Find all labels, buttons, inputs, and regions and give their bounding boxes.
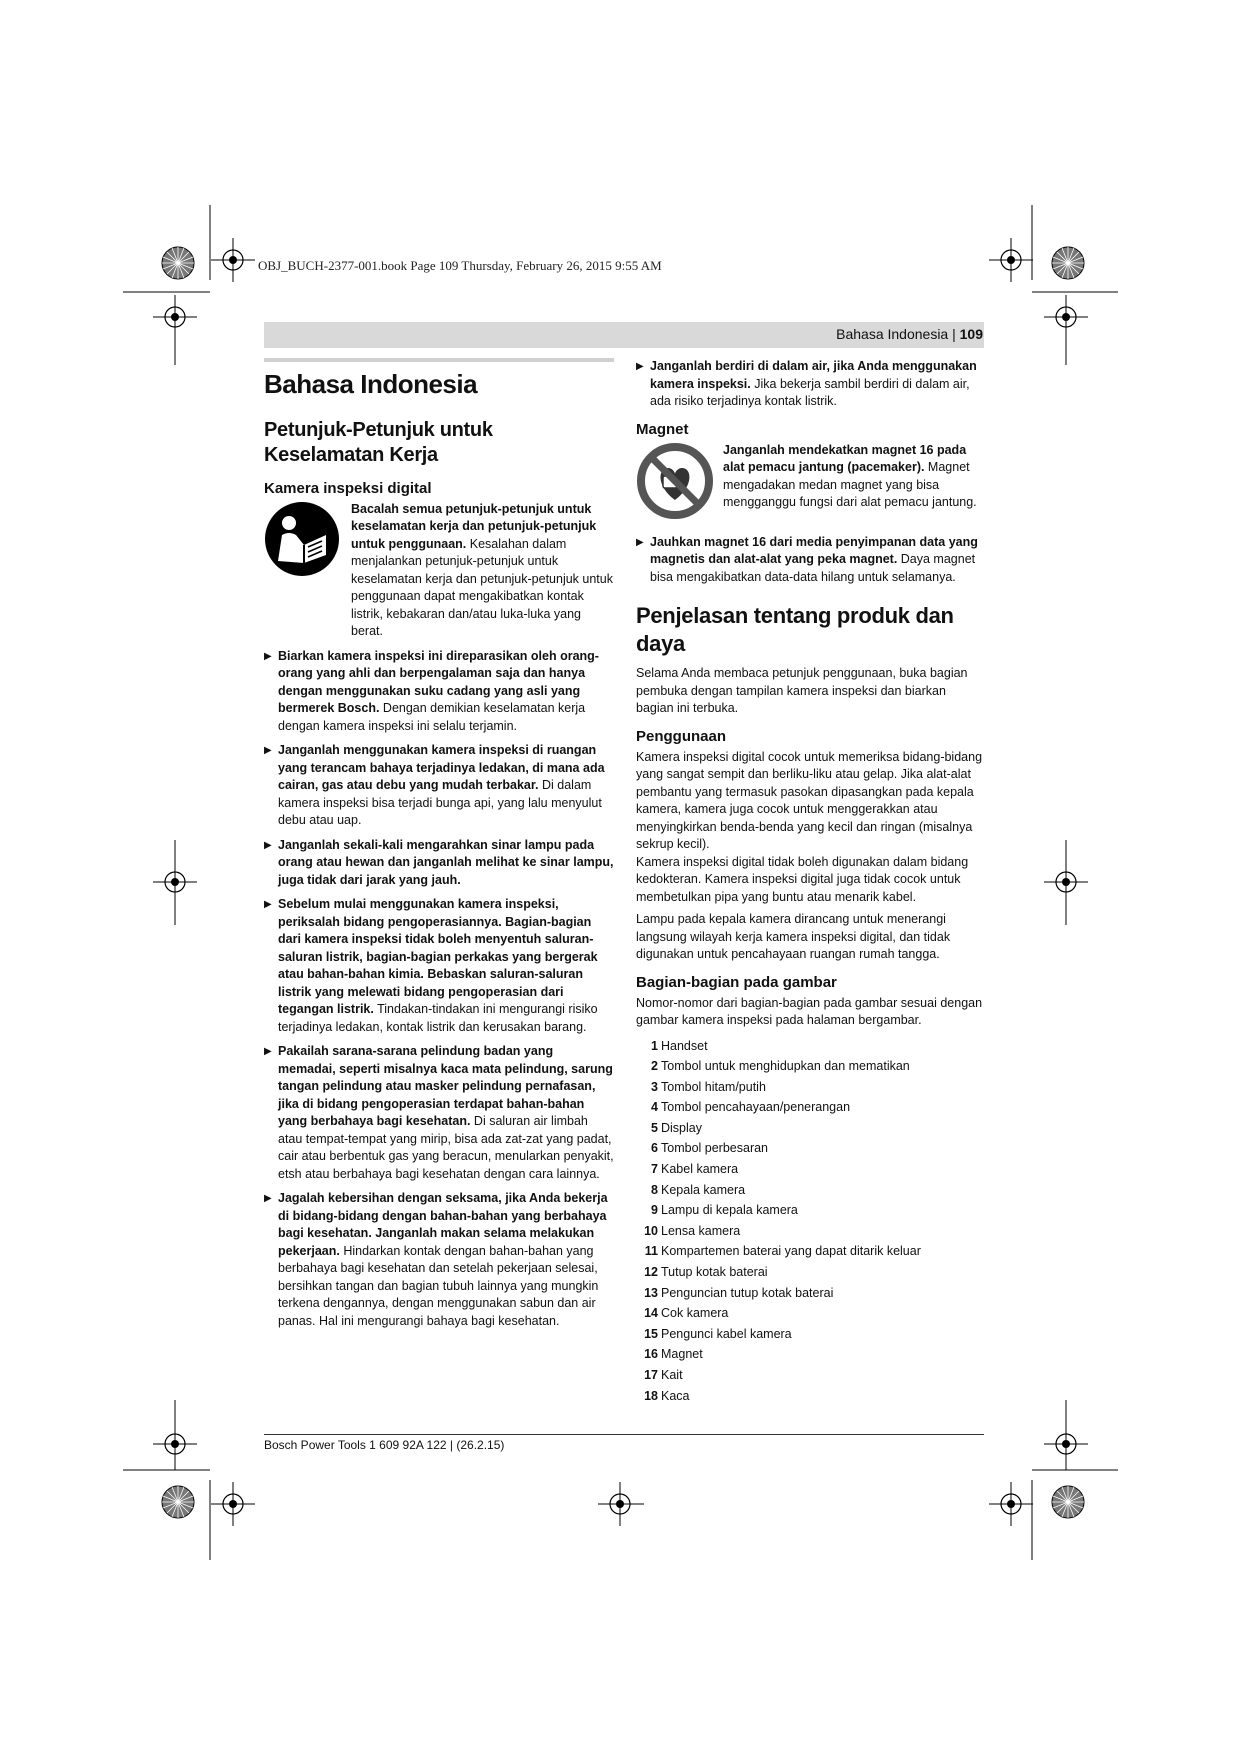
usage-heading: Penggunaan — [636, 727, 727, 745]
part-label: Tombol untuk menghidupkan dan mematikan — [661, 1059, 910, 1074]
part-number: 7 — [651, 1162, 658, 1177]
part-number: 8 — [651, 1182, 658, 1197]
bullet-bold: Jagalah kebersihan dengan seksama, jika Anda bekerja di bidang-bidang dengan bahan-bahan yang berbahaya bagi kesehatan. Janganlah makan selama melakukan pekerjaan. — [278, 1191, 608, 1258]
parts-intro: Nomor-nomor dari bagian-bagian pada gambar sesuai dengan gambar kamera inspeksi pada halaman bergambar. — [636, 995, 983, 1027]
footer: Bosch Power Tools 1 609 92A 122 | (26.2.15) — [264, 1438, 505, 1452]
part-number: 11 — [644, 1244, 658, 1259]
part-number: 5 — [651, 1120, 658, 1135]
list-item — [636, 1386, 986, 1407]
list-item — [636, 1365, 986, 1386]
part-label: Display — [661, 1120, 702, 1135]
list-item — [636, 1118, 986, 1139]
list-item — [636, 1159, 986, 1180]
part-label: Lampu di kepala kamera — [661, 1203, 798, 1218]
part-label: Kabel kamera — [661, 1162, 739, 1177]
read-manual-icon — [264, 501, 349, 586]
list-item — [636, 1344, 986, 1365]
bullet-bold: Janganlah menggunakan kamera inspeksi di ruangan yang terancam bahaya terjadinya ledakan, di mana ada cairan, gas atau debu yang mudah terbakar. — [278, 743, 605, 793]
magnet-warning-text: Magnet mengadakan medan magnet yang bisa mengganggu fungsi dari alat pemacu jantung. — [723, 460, 977, 509]
list-item — [636, 1097, 986, 1118]
product-heading: Penjelasan tentang produk dan daya — [636, 603, 954, 656]
page-title: Bahasa Indonesia — [264, 369, 478, 399]
part-label: Handset — [661, 1038, 708, 1053]
bullet-arrow-icon: ▶ — [264, 839, 272, 851]
magnet-warning — [636, 442, 986, 527]
page-number: 109 — [959, 326, 983, 342]
running-header — [836, 326, 983, 342]
bullet-bold: Janganlah berdiri di dalam air, jika Anda menggunakan kamera inspeksi. — [650, 359, 977, 391]
part-label: Magnet — [661, 1347, 703, 1362]
right-column — [636, 358, 986, 1406]
usage-paragraph: Kamera inspeksi digital cocok untuk memeriksa bidang-bidang yang sangat sempit dan berliku-liku atau gelap. Jika alat-alat pembantu yang termasuk pasokan dipasangkan pada kepala kamera, kamera juga cocok untuk menggerakkan atau menyingkirkan benda-benda yang kecil dan ringan (misalnya sekrup kecil). — [636, 749, 983, 851]
part-number: 12 — [644, 1265, 658, 1280]
list-item — [636, 1283, 986, 1304]
list-item — [636, 1241, 986, 1262]
safety-bullet — [264, 837, 614, 890]
bullet-bold: Pakailah sarana-sarana pelindung badan yang memadai, seperti misalnya kaca mata pelindung, sarung tangan pelindung atau masker pelindung pernafasan, jika di bidang pengoperasian terdapat bahan-bahan yang berbahaya bagi kesehatan. — [278, 1044, 613, 1129]
part-label: Kait — [661, 1368, 683, 1382]
bullet-arrow-icon: ▶ — [636, 536, 644, 548]
usage-paragraph: Kamera inspeksi digital tidak boleh digunakan dalam bidang kedokteran. Kamera inspeksi digital juga tidak cocok untuk membetulkan pipa yang buntu atau menarik kabel. — [636, 854, 969, 904]
read-manual-warning — [264, 501, 614, 641]
left-column — [264, 358, 614, 1337]
bullet-text: Tindakan-tindakan ini mengurangi risiko terjadinya ledakan, kontak listrik dan kerusakan barang. — [278, 1002, 598, 1034]
list-item — [636, 1180, 986, 1201]
title-rule — [264, 358, 614, 362]
parts-heading: Bagian-bagian pada gambar — [636, 973, 837, 991]
bullet-text: Dengan demikian keselamatan kerja dengan kamera inspeksi ini selalu terjamin. — [278, 701, 586, 733]
safety-bullet — [264, 896, 614, 1036]
part-number: 14 — [644, 1306, 658, 1321]
part-number: 4 — [651, 1100, 658, 1115]
part-label: Pengunci kabel kamera — [661, 1326, 792, 1341]
part-number: 16 — [644, 1347, 658, 1362]
safety-bullet — [264, 1190, 614, 1330]
header-section: Bahasa Indonesia — [836, 326, 949, 342]
part-number: 3 — [651, 1079, 658, 1094]
read-manual-bold: Bacalah semua petunjuk-petunjuk untuk keselamatan kerja dan petunjuk-petunjuk untuk penggunaan. — [351, 501, 597, 551]
bullet-text: Jika bekerja sambil berdiri di dalam air, ada risiko terjadinya kontak listrik. — [650, 376, 970, 408]
magnet-heading: Magnet — [636, 420, 689, 438]
part-number: 9 — [651, 1203, 658, 1218]
list-item — [636, 1262, 986, 1283]
part-label: Cok kamera — [661, 1306, 729, 1321]
part-label: Tutup kotak baterai — [661, 1265, 768, 1280]
bullet-arrow-icon: ▶ — [264, 650, 272, 662]
safety-heading: Petunjuk-Petunjuk untuk Keselamatan Kerja — [264, 418, 493, 466]
part-number: 1 — [651, 1038, 658, 1053]
part-number: 17 — [644, 1368, 658, 1382]
bullet-arrow-icon: ▶ — [264, 745, 272, 757]
part-number: 6 — [651, 1141, 658, 1156]
print-slug: OBJ_BUCH-2377-001.book Page 109 Thursday, February 26, 2015 9:55 AM — [258, 258, 662, 273]
part-number: 18 — [644, 1388, 658, 1403]
safety-bullet — [264, 742, 614, 830]
bullet-arrow-icon: ▶ — [636, 361, 644, 372]
list-item — [636, 1056, 986, 1077]
part-number: 13 — [644, 1285, 658, 1300]
read-manual-text: Kesalahan dalam menjalankan petunjuk-petunjuk untuk keselamatan kerja dan petunjuk-petunjuk untuk penggunaan dapat mengakibatkan kontak listrik, kebakaran dan/atau luka-luka yang berat. — [351, 536, 613, 639]
list-item — [636, 1324, 986, 1345]
list-item — [636, 1221, 986, 1242]
parts-list — [636, 1036, 986, 1407]
part-label: Kompartemen baterai yang dapat ditarik keluar — [661, 1244, 921, 1259]
header-separator: | — [948, 326, 960, 342]
product-intro: Selama Anda membaca petunjuk penggunaan, buka bagian pembuka dengan tampilan kamera inspeksi dan biarkan bagian ini terbuka. — [636, 666, 968, 715]
magnet-bullet — [636, 534, 986, 587]
bullet-text: Di saluran air limbah atau tempat-tempat yang mirip, bisa ada zat-zat yang padat, cair atau berbentuk gas yang beracun, menularkan penyakit, etsh atau berbahaya bagi kesehatan dengan cara lainnya. — [278, 1114, 614, 1181]
bullet-bold: Sebelum mulai menggunakan kamera inspeksi, periksalah bidang pengoperasiannya. Bagian-bagian dari kamera inspeksi tidak boleh menyentuh saluran-saluran listrik, bagian-bagian perkakas yang bergerak atau bahan-bahan kimia. Bebaskan saluran-saluran listrik yang melewati bidang pengoperasian dari tegangan listrik. — [278, 897, 598, 1017]
bullet-arrow-icon: ▶ — [264, 1193, 272, 1205]
bullet-bold: Jauhkan magnet 16 dari media penyimpanan data yang magnetis dan alat-alat yang peka magnet. — [650, 534, 978, 566]
list-item — [636, 1036, 986, 1057]
part-label: Lensa kamera — [661, 1223, 741, 1238]
part-number: 2 — [651, 1059, 658, 1074]
part-label: Kaca — [661, 1388, 690, 1403]
camera-heading: Kamera inspeksi digital — [264, 479, 432, 497]
part-label: Tombol hitam/putih — [661, 1079, 766, 1094]
bullet-arrow-icon: ▶ — [264, 899, 272, 911]
usage-paragraph: Lampu pada kepala kamera dirancang untuk menerangi langsung wilayah kerja kamera inspeksi digital, dan tidak digunakan untuk pencahayaan ruangan rumah tangga. — [636, 912, 951, 961]
list-item — [636, 1138, 986, 1159]
list-item — [636, 1200, 986, 1221]
no-pacemaker-icon — [636, 442, 721, 527]
footer-rule — [264, 1434, 984, 1435]
list-item — [636, 1303, 986, 1324]
list-item — [636, 1077, 986, 1098]
part-label: Tombol pencahayaan/penerangan — [661, 1100, 851, 1115]
safety-bullet — [264, 1043, 614, 1183]
safety-bullet — [264, 648, 614, 736]
bullet-text: Daya magnet bisa mengakibatkan data-data hilang untuk selamanya. — [650, 552, 976, 584]
part-label: Penguncian tutup kotak baterai — [661, 1285, 834, 1300]
bullet-text: Di dalam kamera inspeksi bisa terjadi bunga api, yang lalu menyulut debu atau uap. — [278, 778, 602, 828]
bullet-bold: Janganlah sekali-kali mengarahkan sinar lampu pada orang atau hewan dan janganlah melihat ke sinar lampu, juga tidak dari jarak yang jauh. — [278, 837, 614, 887]
water-bullet — [636, 358, 986, 411]
part-label: Kepala kamera — [661, 1182, 746, 1197]
bullet-bold: Biarkan kamera inspeksi ini direparasikan oleh orang-orang yang ahli dan berpengalaman saja dan hanya dengan menggunakan suku cadang yang asli yang bermerek Bosch. — [278, 648, 599, 716]
part-label: Tombol perbesaran — [661, 1141, 769, 1156]
bullet-text: Hindarkan kontak dengan bahan-bahan yang berbahaya bagi kesehatan dan setelah pekerjaan selesai, bersihkan tangan dan bagian tubuh lainnya yang mungkin terkena dengannya, dengan menggunakan sabun dan air panas. Hal ini mengurangi bahaya bagi kesehatan. — [278, 1243, 599, 1328]
bullet-arrow-icon: ▶ — [264, 1046, 272, 1058]
magnet-warning-bold: Janganlah mendekatkan magnet 16 pada alat pemacu jantung (pacemaker). — [723, 442, 967, 474]
part-number: 15 — [644, 1326, 658, 1341]
part-number: 10 — [644, 1223, 658, 1238]
